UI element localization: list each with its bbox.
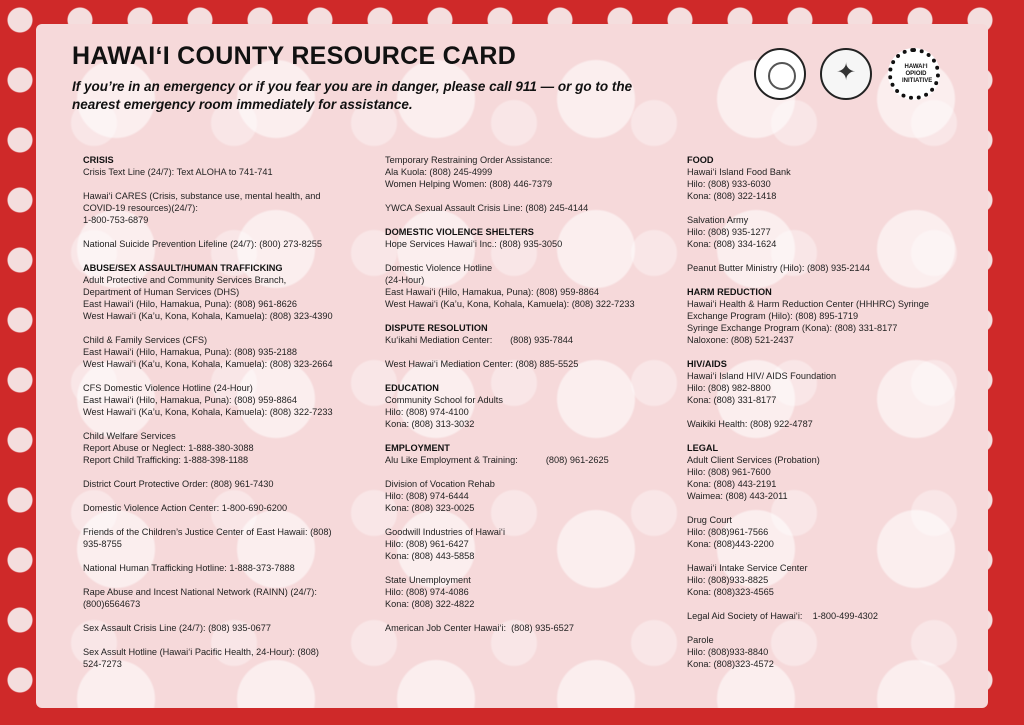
resource-entry: Waikiki Health: (808) 922-4787 <box>687 419 813 429</box>
resource-entry: Hawaiʻi Health & Harm Reduction Center (HHHRC) Syringe <box>687 299 930 309</box>
section-heading-hiv: HIV/AIDS <box>687 359 727 369</box>
resource-entry: 524-7273 <box>83 659 122 669</box>
resource-entry: Kona: (808)443-2200 <box>687 539 774 549</box>
resource-entry: 1-800-753-6879 <box>83 215 149 225</box>
resource-entry: (800)6564673 <box>83 599 141 609</box>
resource-entry: Sex Assult Hotline (Hawaiʻi Pacific Health, 24-Hour): (808) <box>83 647 319 657</box>
resource-entry: Hilo: (808) 982-8800 <box>687 383 771 393</box>
resource-entry: West Hawaiʻi (Ka’u, Kona, Kohala, Kamuela): (808) 323-4390 <box>83 311 333 321</box>
resource-entry: Kona: (808) 322-1418 <box>687 191 777 201</box>
resource-entry: American Job Center Hawaiʻi: (808) 935-6527 <box>385 623 574 633</box>
resource-entry: Syringe Exchange Program (Kona): (808) 331-8177 <box>687 323 898 333</box>
resource-entry: Kona: (808)323-4572 <box>687 659 774 669</box>
resource-entry: Hilo: (808) 961-7600 <box>687 467 771 477</box>
opioid-initiative-logo <box>888 48 940 100</box>
resource-entry: Salvation Army <box>687 215 749 225</box>
resource-entry: Hilo: (808) 974-6444 <box>385 491 469 501</box>
resource-entry: Ala Kuola: (808) 245-4999 <box>385 167 493 177</box>
resource-entry: East Hawaiʻi (Hilo, Hamakua, Puna): (808) 959-8864 <box>83 395 297 405</box>
section-heading-crisis: CRISIS <box>83 155 114 165</box>
resource-entry: Hawaiʻi CARES (Crisis, substance use, mental health, and <box>83 191 321 201</box>
resource-entry: Parole <box>687 635 714 645</box>
section-heading-abuse: ABUSE/SEX ASSAULT/HUMAN TRAFFICKING <box>83 263 283 273</box>
resource-entry: Kona: (808) 323-0025 <box>385 503 475 513</box>
resource-entry: Hilo: (808) 974-4100 <box>385 407 469 417</box>
resource-entry: Women Helping Women: (808) 446-7379 <box>385 179 553 189</box>
resource-entry: Hilo: (808) 961-6427 <box>385 539 469 549</box>
state-seal-logo <box>754 48 806 100</box>
resource-entry: Hawaiʻi Intake Service Center <box>687 563 808 573</box>
resource-entry: Kona: (808) 443-5858 <box>385 551 475 561</box>
resource-entry: National Suicide Prevention Lifeline (24/7): (800) 273-8255 <box>83 239 323 249</box>
resource-entry: Department of Human Services (DHS) <box>83 287 240 297</box>
section-heading-harm-reduction: HARM REDUCTION <box>687 287 772 297</box>
resource-entry: East Hawaiʻi (Hilo, Hamakua, Puna): (808) 961-8626 <box>83 299 297 309</box>
resource-entry: Waimea: (808) 443-2011 <box>687 491 788 501</box>
resource-entry: Hilo: (808) 935-1277 <box>687 227 771 237</box>
resource-entry: West Hawaiʻi Mediation Center: (808) 885-5525 <box>385 359 579 369</box>
logo-group <box>754 48 954 108</box>
resource-entry: Report Child Trafficking: 1-888-398-1188 <box>83 455 249 465</box>
resource-entry: Kona: (808) 313-3032 <box>385 419 475 429</box>
column-3 <box>687 154 957 670</box>
resource-entry: East Hawaiʻi (Hilo, Hamakua, Puna): (808) 959-8864 <box>385 287 599 297</box>
resource-entry: Hilo: (808) 933-6030 <box>687 179 771 189</box>
resource-entry: Hilo: (808)933-8825 <box>687 575 769 585</box>
resource-entry: Hilo: (808)933-8840 <box>687 647 769 657</box>
resource-entry: Drug Court <box>687 515 732 525</box>
resource-entry: Legal Aid Society of Hawaiʻi: 1-800-499-4302 <box>687 611 879 621</box>
resource-entry: Report Abuse or Neglect: 1-888-380-3088 <box>83 443 254 453</box>
opioid-initiative-logo-text: HAWAIʻI OPIOID INITIATIVE <box>902 64 933 84</box>
resource-entry: East Hawaiʻi (Hilo, Hamakua, Puna): (808) 935-2188 <box>83 347 297 357</box>
resource-entry: Hawaiʻi Island Food Bank <box>687 167 791 177</box>
section-heading-food: FOOD <box>687 155 714 165</box>
resource-entry: Kona: (808) 334-1624 <box>687 239 777 249</box>
department-of-health-logo <box>820 48 872 100</box>
section-heading-education: EDUCATION <box>385 383 439 393</box>
resource-entry: Naloxone: (808) 521-2437 <box>687 335 794 345</box>
resource-entry: YWCA Sexual Assault Crisis Line: (808) 245-4144 <box>385 203 589 213</box>
resource-entry: Goodwill Industries of Hawaiʻi <box>385 527 505 537</box>
resource-entry: Kona: (808) 322-4822 <box>385 599 475 609</box>
resource-entry: Kona: (808) 331-8177 <box>687 395 777 405</box>
resource-entry: Hilo: (808)961-7566 <box>687 527 769 537</box>
resource-entry: Domestic Violence Hotline <box>385 263 493 273</box>
resource-entry: West Hawaiʻi (Ka’u, Kona, Kohala, Kamuela): (808) 322-7233 <box>83 407 333 417</box>
resource-entry: Friends of the Children’s Justice Center of East Hawaii: (808) <box>83 527 332 537</box>
resource-entry: National Human Trafficking Hotline: 1-888-373-7888 <box>83 563 295 573</box>
resource-entry: Exchange Program (Hilo): (808) 895-1719 <box>687 311 859 321</box>
page-title: HAWAIʻI COUNTY RESOURCE CARD <box>72 42 517 70</box>
emergency-notice: If you’re in an emergency or if you fear you are in danger, please call 911 — or go to the nearest emergency room immediately for assistance. <box>72 79 633 112</box>
section-heading-legal: LEGAL <box>687 443 719 453</box>
resource-entry: 935-8755 <box>83 539 122 549</box>
resource-entry: Adult Protective and Community Services Branch, <box>83 275 287 285</box>
section-heading-employment: EMPLOYMENT <box>385 443 450 453</box>
resource-entry: CFS Domestic Violence Hotline (24-Hour) <box>83 383 253 393</box>
resource-entry: Kona: (808)323-4565 <box>687 587 774 597</box>
resource-entry: State Unemployment <box>385 575 471 585</box>
resource-entry: Kuʻikahi Mediation Center: (808) 935-7844 <box>385 335 573 345</box>
section-heading-dv-shelters: DOMESTIC VIOLENCE SHELTERS <box>385 227 534 237</box>
resource-entry: Hope Services Hawaiʻi Inc.: (808) 935-3050 <box>385 239 563 249</box>
resource-entry: Domestic Violence Action Center: 1-800-690-6200 <box>83 503 288 513</box>
resource-entry: Adult Client Services (Probation) <box>687 455 820 465</box>
resource-entry: West Hawaiʻi (Ka’u, Kona, Kohala, Kamuela): (808) 323-2664 <box>83 359 333 369</box>
resource-entry: Kona: (808) 443-2191 <box>687 479 777 489</box>
resource-entry: Hawaiʻi Island HIV/ AIDS Foundation <box>687 371 837 381</box>
resource-entry: COVID-19 resources)(24/7): <box>83 203 198 213</box>
resource-entry: Child & Family Services (CFS) <box>83 335 208 345</box>
column-1 <box>83 154 353 670</box>
resource-entry: Hilo: (808) 974-4086 <box>385 587 469 597</box>
resource-entry: District Court Protective Order: (808) 961-7430 <box>83 479 274 489</box>
resource-entry: Community School for Adults <box>385 395 503 405</box>
resource-entry: (24-Hour) <box>385 275 425 285</box>
resource-entry: Alu Like Employment & Training: (808) 961-2625 <box>385 455 609 465</box>
section-heading-dispute: DISPUTE RESOLUTION <box>385 323 488 333</box>
resource-entry: West Hawaiʻi (Ka’u, Kona, Kohala, Kamuela): (808) 322-7233 <box>385 299 635 309</box>
resource-entry: Child Welfare Services <box>83 431 176 441</box>
resource-entry: Rape Abuse and Incest National Network (RAINN) (24/7): <box>83 587 317 597</box>
resource-entry: Division of Vocation Rehab <box>385 479 495 489</box>
resource-entry: Peanut Butter Ministry (Hilo): (808) 935-2144 <box>687 263 870 273</box>
resource-entry: Sex Assault Crisis Line (24/7): (808) 935-0677 <box>83 623 271 633</box>
resource-entry: Crisis Text Line (24/7): Text ALOHA to 741-741 <box>83 167 273 177</box>
column-2 <box>385 154 655 634</box>
resource-entry: Temporary Restraining Order Assistance: <box>385 155 553 165</box>
